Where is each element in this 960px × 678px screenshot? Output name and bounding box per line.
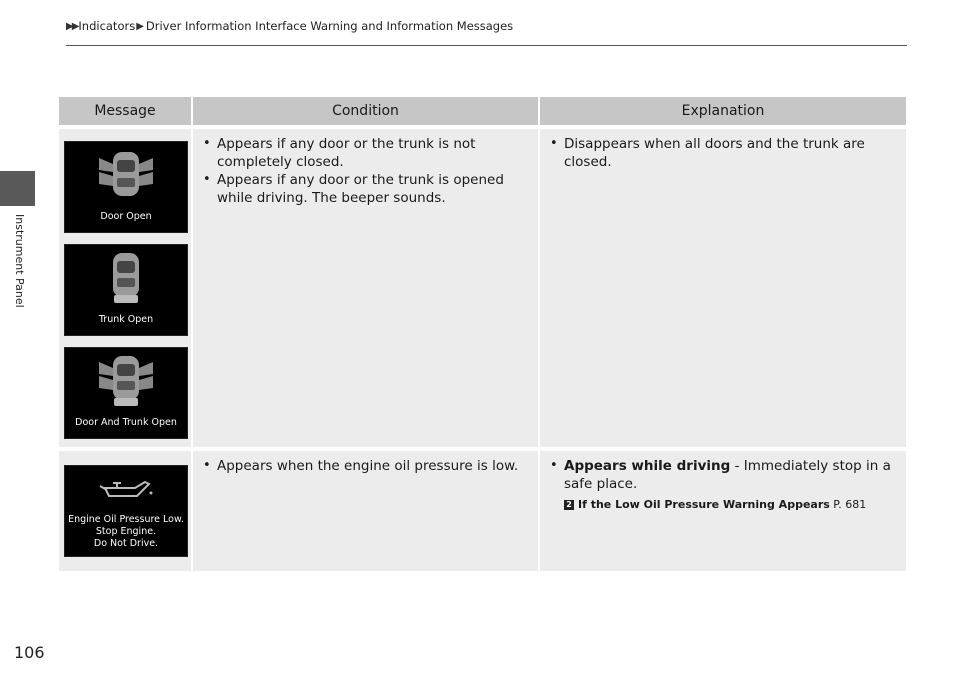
screen-label: Door Open (100, 211, 152, 222)
bullet-icon: • (203, 458, 211, 473)
message-table (59, 97, 906, 571)
screen-label: Trunk Open (98, 314, 154, 325)
explanation-cell (539, 449, 906, 571)
header-message: Message (59, 97, 192, 127)
list-item: • Appears when the engine oil pressure is low. (203, 458, 519, 474)
header-explanation: Explanation (539, 97, 906, 127)
breadcrumb-item-indicators[interactable]: Indicators (78, 19, 136, 33)
breadcrumb-item-messages[interactable]: Driver Information Interface Warning and Information Messages (145, 19, 514, 33)
double-arrow-icon: ▶▶ (66, 20, 78, 32)
breadcrumb (66, 19, 513, 33)
page-number: 106 (14, 643, 45, 662)
list-item: • Appears while driving - Immediately stop in a safe place. (550, 458, 891, 492)
bullet-icon: • (550, 458, 558, 473)
reference-icon: 2 (564, 500, 574, 510)
condition-cell (192, 449, 539, 571)
trunk-open-screen (64, 244, 188, 336)
screen-label: Engine Oil Pressure Low. Stop Engine. Do Not Drive. (68, 514, 184, 549)
arrow-icon: ▶ (136, 20, 144, 32)
list-item: • Disappears when all doors and the trunk are closed. (550, 136, 865, 170)
table-row (59, 127, 906, 449)
door-open-screen (64, 141, 188, 233)
list-item: • Appears if any door or the trunk is opened while driving. The beeper sounds. (203, 172, 504, 206)
header-condition: Condition (192, 97, 539, 127)
header-divider (66, 45, 907, 46)
explanation-cell (539, 127, 906, 449)
bullet-icon: • (550, 136, 558, 151)
bullet-icon: • (203, 172, 211, 187)
condition-cell (192, 127, 539, 449)
oil-pressure-screen (64, 465, 188, 557)
screen-label: Door And Trunk Open (75, 417, 177, 428)
list-item: • Appears if any door or the trunk is not completely closed. (203, 136, 476, 170)
section-label: Instrument Panel (13, 214, 26, 308)
bullet-icon: • (203, 136, 211, 151)
message-images-cell (59, 449, 192, 571)
section-tab (0, 171, 35, 206)
door-and-trunk-open-screen (64, 347, 188, 439)
message-images-cell (59, 127, 192, 449)
page-reference-link[interactable]: 2 If the Low Oil Pressure Warning Appears P. 681 (564, 496, 896, 514)
table-header-row (59, 97, 906, 127)
table-row (59, 449, 906, 571)
